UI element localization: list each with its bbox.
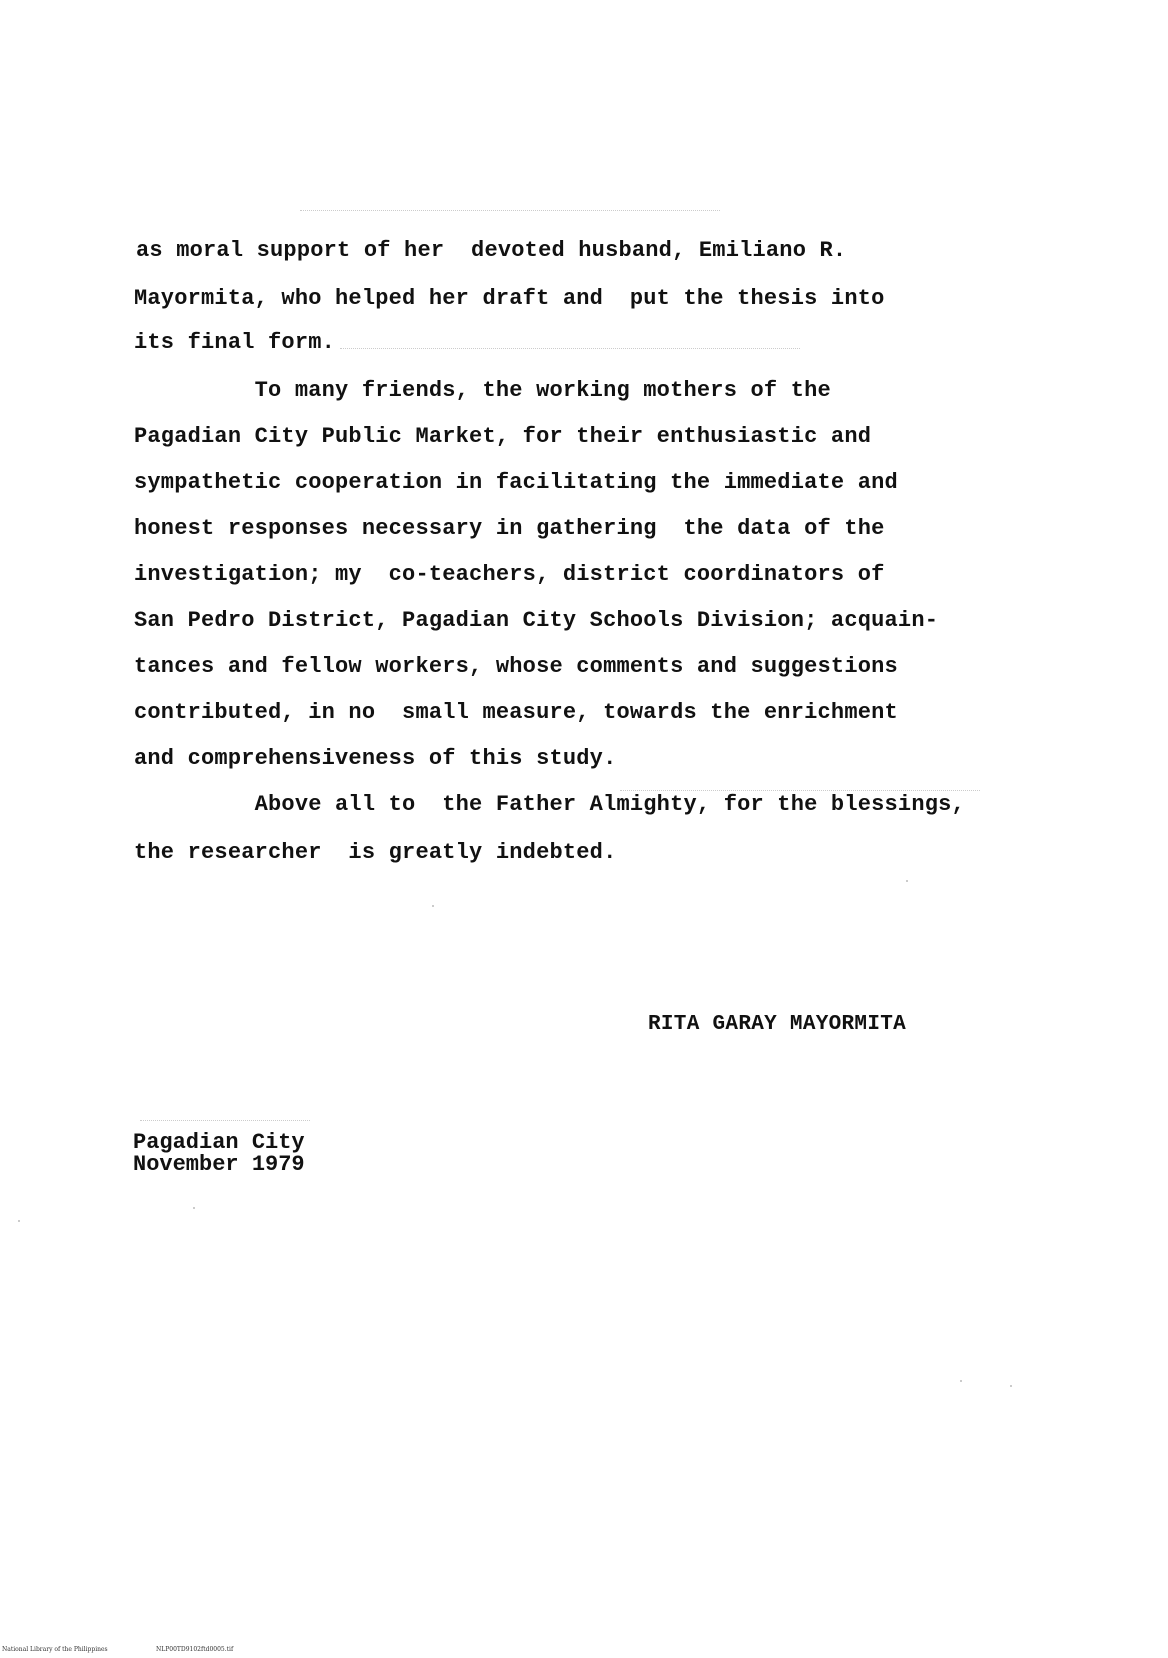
body-line: investigation; my co-teachers, district coordinators of: [134, 562, 885, 587]
place: Pagadian City: [133, 1130, 305, 1155]
footer-file-id: NLP00TD9102ftd0005.tif: [156, 1646, 234, 1653]
body-line: honest responses necessary in gathering the data of the: [134, 516, 885, 541]
scan-noise: [140, 1120, 310, 1121]
scan-speck: [18, 1220, 20, 1222]
scan-speck: [960, 1380, 962, 1382]
scan-speck: [906, 880, 908, 882]
body-line: the researcher is greatly indebted.: [134, 840, 617, 865]
body-line: as moral support of her devoted husband, Emiliano R.: [136, 238, 847, 263]
body-line: San Pedro District, Pagadian City Schools Division; acquain-: [134, 608, 939, 633]
body-line: and comprehensiveness of this study.: [134, 746, 617, 771]
footer-library: National Library of the Philippines: [2, 1646, 108, 1653]
signature-name: RITA GARAY MAYORMITA: [648, 1013, 907, 1036]
body-line: Mayormita, who helped her draft and put the thesis into: [134, 286, 885, 311]
body-line: sympathetic cooperation in facilitating the immediate and: [134, 470, 898, 495]
body-line: Above all to the Father Almighty, for the blessings,: [134, 792, 965, 817]
body-line: contributed, in no small measure, towards the enrichment: [134, 700, 898, 725]
scan-noise: [620, 790, 980, 791]
body-line: To many friends, the working mothers of the: [134, 378, 831, 403]
scan-speck: [432, 905, 434, 907]
scan-noise: [300, 210, 720, 211]
body-line: its final form.: [134, 330, 336, 355]
scan-noise: [340, 348, 800, 349]
scan-speck: [1010, 1385, 1012, 1387]
body-line: Pagadian City Public Market, for their enthusiastic and: [134, 424, 872, 449]
date: November 1979: [133, 1152, 305, 1177]
body-line: tances and fellow workers, whose comments and suggestions: [134, 654, 898, 679]
scan-speck: [193, 1207, 195, 1209]
